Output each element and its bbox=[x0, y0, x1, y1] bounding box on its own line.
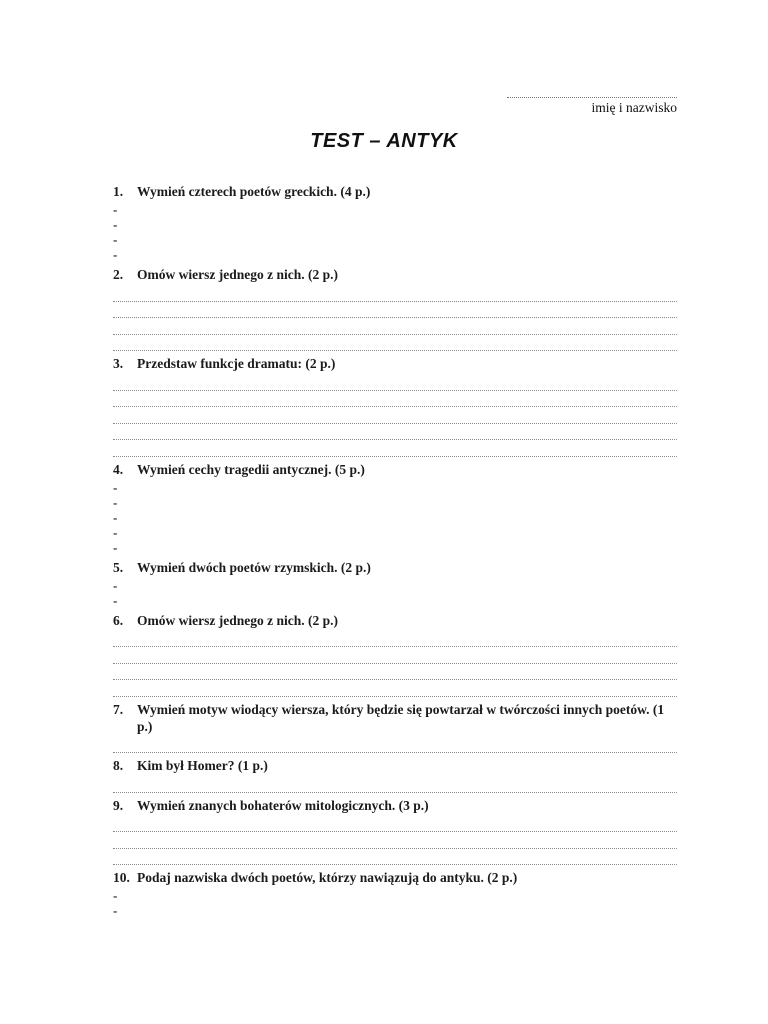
questions-list bbox=[113, 183, 677, 918]
question-number: 3. bbox=[113, 356, 124, 371]
answer-dotted-line bbox=[113, 631, 677, 648]
question-number: 7. bbox=[113, 701, 124, 717]
answer-dotted-line bbox=[113, 664, 677, 681]
question bbox=[113, 355, 677, 457]
answer-dotted-line bbox=[113, 424, 677, 441]
answer-dotted-line bbox=[113, 737, 677, 754]
question-number: 2. bbox=[113, 267, 124, 282]
answer-dotted-line bbox=[113, 680, 677, 697]
question-number: 1. bbox=[113, 184, 124, 199]
question-heading bbox=[113, 612, 677, 629]
question-number: 9. bbox=[113, 797, 124, 813]
question-heading bbox=[113, 757, 677, 774]
question-answer-area bbox=[113, 202, 677, 262]
question-text: Wymień czterech poetów greckich. (4 p.) bbox=[137, 184, 371, 199]
answer-dotted-line bbox=[113, 374, 677, 391]
question-answer-area bbox=[113, 631, 677, 697]
question-answer-area bbox=[113, 816, 677, 866]
question bbox=[113, 757, 677, 793]
question-number: 5. bbox=[113, 559, 124, 575]
question-text: Kim był Homer? (1 p.) bbox=[137, 758, 268, 773]
answer-dash: - bbox=[113, 903, 118, 918]
answer-dash: - bbox=[113, 494, 118, 510]
answer-dotted-line bbox=[113, 335, 677, 352]
question bbox=[113, 701, 677, 754]
answer-dotted-line bbox=[113, 776, 677, 793]
question-heading bbox=[113, 355, 677, 372]
answer-dotted-line bbox=[113, 318, 677, 335]
question-text: Wymień cechy tragedii antycznej. (5 p.) bbox=[137, 461, 365, 477]
answer-dotted-line bbox=[113, 302, 677, 319]
question-answer-area bbox=[113, 776, 677, 793]
answer-dash: - bbox=[113, 592, 118, 608]
question-heading bbox=[113, 797, 677, 814]
answer-dash: - bbox=[113, 202, 118, 217]
question-text: Wymień znanych bohaterów mitologicznych. (3 p.) bbox=[137, 797, 429, 813]
question-answer-area bbox=[113, 578, 677, 608]
question-heading bbox=[113, 701, 677, 735]
question-text: Wymień motyw wiodący wiersza, który będzie się powtarzał w twórczości innych poetów. (1 p.) bbox=[137, 701, 665, 734]
answer-dash: - bbox=[113, 524, 118, 540]
question-text: Podaj nazwiska dwóch poetów, którzy nawiązują do antyku. (2 p.) bbox=[137, 870, 518, 885]
answer-dash: - bbox=[113, 247, 118, 262]
question-text: Wymień dwóch poetów rzymskich. (2 p.) bbox=[137, 559, 371, 575]
question bbox=[113, 869, 677, 918]
question-text: Omów wiersz jednego z nich. (2 p.) bbox=[137, 267, 338, 282]
question-answer-area bbox=[113, 480, 677, 555]
answer-dash: - bbox=[113, 232, 118, 247]
question-number: 4. bbox=[113, 461, 124, 477]
answer-dash: - bbox=[113, 577, 118, 593]
question-heading bbox=[113, 183, 677, 200]
answer-dash: - bbox=[113, 217, 118, 232]
question-answer-area bbox=[113, 737, 677, 754]
answer-dotted-line bbox=[113, 407, 677, 424]
answer-dash: - bbox=[113, 509, 118, 525]
question-heading bbox=[113, 266, 677, 283]
question bbox=[113, 183, 677, 262]
answer-dotted-line bbox=[113, 285, 677, 302]
answer-dotted-line bbox=[113, 832, 677, 849]
question-heading bbox=[113, 869, 677, 886]
question bbox=[113, 612, 677, 697]
question-answer-area bbox=[113, 374, 677, 457]
question-heading bbox=[113, 461, 677, 478]
question bbox=[113, 461, 677, 555]
name-field-block bbox=[507, 97, 677, 117]
question bbox=[113, 559, 677, 608]
answer-dash: - bbox=[113, 479, 118, 495]
question-answer-area bbox=[113, 888, 677, 918]
answer-dotted-line bbox=[113, 816, 677, 833]
question-number: 6. bbox=[113, 612, 124, 628]
answer-dash: - bbox=[113, 539, 118, 555]
question-number: 10. bbox=[113, 870, 130, 885]
question bbox=[113, 797, 677, 866]
answer-dash: - bbox=[113, 888, 118, 903]
name-label: imię i nazwisko bbox=[591, 100, 677, 115]
question-answer-area bbox=[113, 285, 677, 351]
page-title: TEST – ANTYK bbox=[310, 130, 458, 152]
question-number: 8. bbox=[113, 758, 124, 773]
question-text: Przedstaw funkcje dramatu: (2 p.) bbox=[137, 356, 336, 371]
question-heading bbox=[113, 559, 677, 576]
answer-dotted-line bbox=[113, 391, 677, 408]
answer-dotted-line bbox=[113, 440, 677, 457]
answer-dotted-line bbox=[113, 849, 677, 866]
answer-dotted-line bbox=[113, 647, 677, 664]
question bbox=[113, 266, 677, 351]
question-text: Omów wiersz jednego z nich. (2 p.) bbox=[137, 612, 338, 628]
